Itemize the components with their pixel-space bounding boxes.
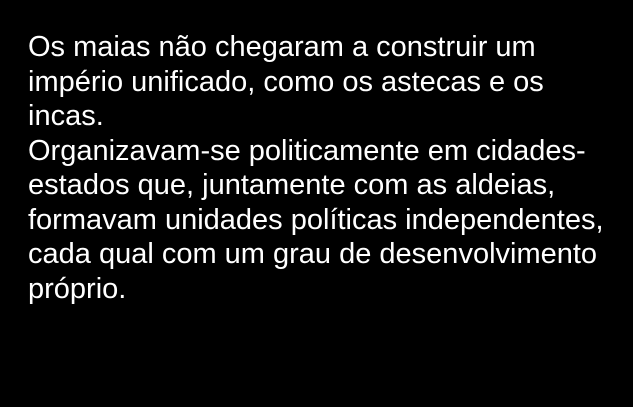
paragraph-maya-empire: Os maias não chegaram a construir um império unificado, como os astecas e os incas.	[28, 31, 544, 132]
paragraph-city-states: Organizavam-se politicamente em cidades-estados que, juntamente com as aldeias, formavam unidades políticas independentes, cada qual com um grau de desenvolvimento próprio.	[28, 134, 604, 305]
text-block	[28, 30, 618, 306]
